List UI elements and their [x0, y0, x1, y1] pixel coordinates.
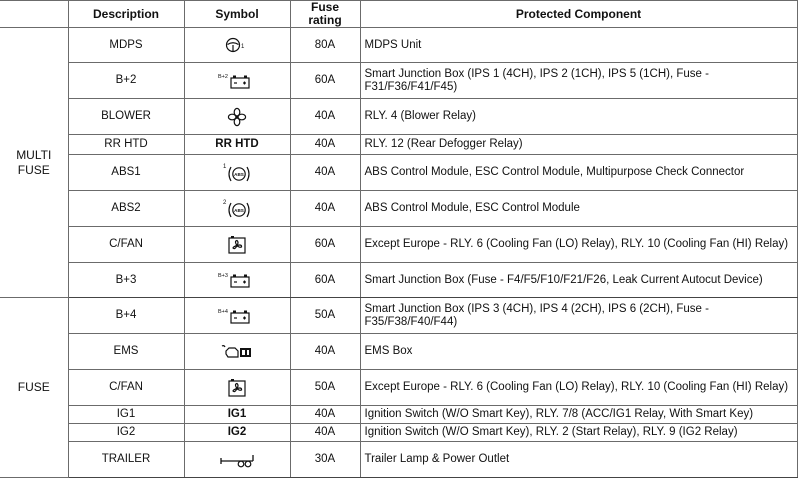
symbol-cell — [184, 263, 290, 298]
protected-component-cell: RLY. 12 (Rear Defogger Relay) — [360, 135, 797, 155]
abs-icon — [221, 163, 253, 179]
header-protected-component: Protected Component — [360, 1, 797, 28]
svg-text:ABS: ABS — [234, 207, 244, 213]
symbol-cell — [184, 298, 290, 334]
group-label — [0, 28, 68, 298]
description-cell: MDPS — [68, 28, 184, 63]
symbol-text: RR HTD — [215, 138, 259, 150]
description-cell: IG1 — [68, 406, 184, 424]
description-cell: C/FAN — [68, 227, 184, 263]
battery-icon — [218, 75, 256, 87]
header-group — [0, 1, 68, 28]
engine-icon — [220, 346, 254, 358]
symbol-cell — [184, 135, 290, 155]
description-cell: ABS2 — [68, 191, 184, 227]
table-row — [0, 99, 797, 135]
description-cell: BLOWER — [68, 99, 184, 135]
protected-component-cell: Except Europe - RLY. 6 (Cooling Fan (LO) Relay), RLY. 10 (Cooling Fan (HI) Relay) — [360, 370, 797, 406]
symbol-cell — [184, 99, 290, 135]
protected-component-cell: Smart Junction Box (IPS 1 (4CH), IPS 2 (1CH), IPS 5 (1CH), Fuse - F31/F36/F41/F45) — [360, 63, 797, 99]
svg-text:1: 1 — [223, 163, 227, 170]
fuse-rating-cell: 60A — [290, 263, 360, 298]
steering-wheel-icon — [222, 39, 252, 51]
symbol-text: IG2 — [227, 426, 247, 438]
protected-component-cell: ABS Control Module, ESC Control Module, Multipurpose Check Connector — [360, 155, 797, 191]
fuse-table-body — [0, 28, 797, 478]
cooling-fan-icon — [226, 239, 248, 251]
protected-component-cell: Smart Junction Box (IPS 3 (4CH), IPS 4 (2CH), IPS 6 (2CH), Fuse - F35/F38/F40/F44) — [360, 298, 797, 334]
battery-icon — [218, 274, 256, 286]
header-symbol: Symbol — [184, 1, 290, 28]
table-row — [0, 263, 797, 298]
group-label-line2: FUSE — [17, 162, 50, 177]
protected-component-cell: Except Europe - RLY. 6 (Cooling Fan (LO) Relay), RLY. 10 (Cooling Fan (HI) Relay) — [360, 227, 797, 263]
protected-component-cell: RLY. 4 (Blower Relay) — [360, 99, 797, 135]
symbol-cell — [184, 424, 290, 442]
header-row — [0, 1, 797, 28]
fuse-rating-cell: 50A — [290, 370, 360, 406]
table-row — [0, 298, 797, 334]
table-row — [0, 135, 797, 155]
fuse-rating-cell: 40A — [290, 155, 360, 191]
svg-text:2: 2 — [223, 199, 227, 206]
fan-icon — [227, 111, 247, 123]
table-row — [0, 227, 797, 263]
symbol-cell — [184, 334, 290, 370]
symbol-cell — [184, 191, 290, 227]
protected-component-cell: EMS Box — [360, 334, 797, 370]
description-cell: B+2 — [68, 63, 184, 99]
svg-text:B+2: B+2 — [218, 73, 228, 80]
description-cell: ABS1 — [68, 155, 184, 191]
fuse-rating-cell: 30A — [290, 442, 360, 478]
protected-component-cell: Trailer Lamp & Power Outlet — [360, 442, 797, 478]
symbol-cell — [184, 28, 290, 63]
table-row — [0, 334, 797, 370]
fuse-rating-cell: 40A — [290, 334, 360, 370]
svg-text:B+3: B+3 — [218, 273, 228, 279]
header-fuse-rating: Fuse rating — [290, 1, 360, 28]
table-row — [0, 424, 797, 442]
symbol-cell — [184, 370, 290, 406]
symbol-cell — [184, 227, 290, 263]
fuse-rating-cell: 40A — [290, 406, 360, 424]
fuse-rating-cell: 80A — [290, 28, 360, 63]
protected-component-cell: Smart Junction Box (Fuse - F4/F5/F10/F21/F26, Leak Current Autocut Device) — [360, 263, 797, 298]
svg-text:1: 1 — [241, 44, 245, 50]
symbol-text: IG1 — [227, 408, 247, 420]
cooling-fan-icon — [226, 382, 248, 394]
battery-icon — [218, 310, 256, 322]
fuse-rating-cell: 60A — [290, 63, 360, 99]
protected-component-cell: Ignition Switch (W/O Smart Key), RLY. 7/8 (ACC/IG1 Relay, With Smart Key) — [360, 406, 797, 424]
table-row — [0, 63, 797, 99]
symbol-cell — [184, 406, 290, 424]
description-cell: TRAILER — [68, 442, 184, 478]
description-cell: EMS — [68, 334, 184, 370]
description-cell: B+4 — [68, 298, 184, 334]
group-label — [0, 298, 68, 478]
fuse-rating-cell: 40A — [290, 191, 360, 227]
fuse-rating-cell: 40A — [290, 135, 360, 155]
table-row — [0, 28, 797, 63]
description-cell: IG2 — [68, 424, 184, 442]
fuse-rating-cell: 40A — [290, 99, 360, 135]
protected-component-cell: ABS Control Module, ESC Control Module — [360, 191, 797, 227]
description-cell: RR HTD — [68, 135, 184, 155]
description-cell: B+3 — [68, 263, 184, 298]
symbol-cell — [184, 442, 290, 478]
table-row — [0, 442, 797, 478]
abs-icon — [221, 199, 253, 215]
protected-component-cell: MDPS Unit — [360, 28, 797, 63]
trailer-icon — [219, 454, 255, 466]
protected-component-cell: Ignition Switch (W/O Smart Key), RLY. 2 (Start Relay), RLY. 9 (IG2 Relay) — [360, 424, 797, 442]
description-cell: C/FAN — [68, 370, 184, 406]
svg-text:ABS: ABS — [234, 171, 244, 177]
group-label-line1: MULTI — [16, 147, 52, 162]
table-row — [0, 406, 797, 424]
symbol-cell — [184, 63, 290, 99]
header-description: Description — [68, 1, 184, 28]
table-row — [0, 370, 797, 406]
svg-text:B+4: B+4 — [218, 308, 228, 315]
symbol-cell — [184, 155, 290, 191]
fuse-rating-cell: 60A — [290, 227, 360, 263]
fuse-rating-cell: 50A — [290, 298, 360, 334]
fuse-rating-cell: 40A — [290, 424, 360, 442]
table-row — [0, 191, 797, 227]
group-label-line1: FUSE — [17, 380, 50, 394]
table-row — [0, 155, 797, 191]
